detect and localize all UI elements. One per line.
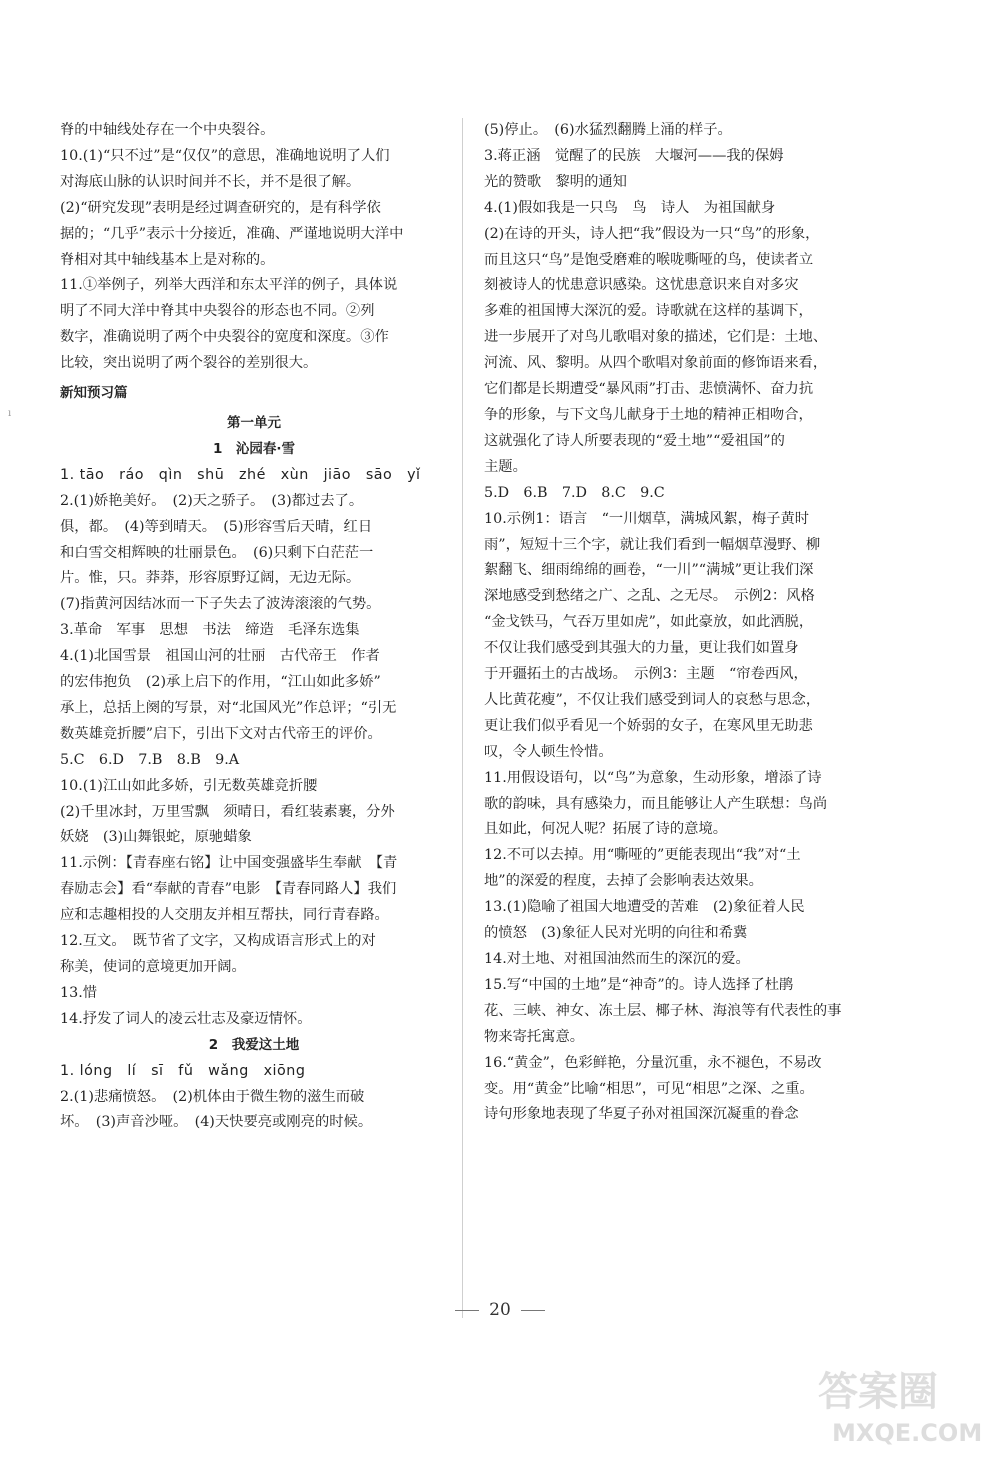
text-line: 16.“黄金”，色彩鲜艳，分量沉重，永不褪色，不易改 xyxy=(484,1054,822,1071)
text-line: 春励志会】看“奉献的青春”电影 【青春同路人】我们 xyxy=(60,881,397,898)
watermark-text: 答案圈 xyxy=(818,1369,938,1415)
lesson-2-title: 2 我爱这土地 xyxy=(208,1036,300,1053)
text-line: 12.互文。 既节省了文字，又构成语言形式上的对 xyxy=(60,933,376,950)
text-line: 歌的韵味，具有感染力，而且能够让人产生联想：鸟尚 xyxy=(484,795,828,812)
text-line: 且如此，何况人呢？拓展了诗的意境。 xyxy=(484,821,728,838)
text-line: 人比黄花瘦”，不仅让我们感受到词人的哀愁与思念， xyxy=(484,691,821,708)
text-line: 刻被诗人的忧患意识感染。这忧患意识来自对多灾 xyxy=(484,277,799,294)
text-line: 承上，总括上阕的写景，对“北国风光”作总评；“引无 xyxy=(60,699,397,716)
text-line: 雨”，短短十三个字，就让我们看到一幅烟草漫野、柳 xyxy=(484,536,821,553)
left-column xyxy=(60,118,448,1136)
text-line: 争的形象，与下文鸟儿献身于土地的精神正相吻合， xyxy=(484,406,813,423)
text-line: 这就强化了诗人所要表现的“爱土地”“爱祖国”的 xyxy=(484,432,785,449)
text-line: 的宏伟抱负 (2)承上启下的作用，“江山如此多娇” xyxy=(60,674,381,691)
text-line: 10.(1)江山如此多娇，引无数英雄竞折腰 xyxy=(60,777,318,794)
text-line: 主题。 xyxy=(484,458,527,475)
watermark-site: MXQE.COM xyxy=(832,1419,983,1447)
text-line: 地”的深爱的程度，去掉了会影响表达效果。 xyxy=(484,873,763,890)
unit-title: 第一单元 xyxy=(227,414,281,431)
text-line: 3.革命 军事 思想 书法 缔造 毛泽东选集 xyxy=(60,622,360,639)
text-line: 3.蒋正涵 觉醒了的民族 大堰河——我的保姆 xyxy=(484,147,784,164)
text-line: (7)指黄河因结冰而一下子失去了波涛滚滚的气势。 xyxy=(60,596,381,613)
text-line: (2)“研究发现”表明是经过调查研究的，是有科学依 xyxy=(60,199,381,216)
lesson-1-title: 1 沁园春·雪 xyxy=(212,440,296,457)
text-line: 11.示例：【青春座右铭】让中国变强盛毕生奉献 【青 xyxy=(60,855,398,872)
text-line: 10.(1)“只不过”是“仅仅”的意思，准确地说明了人们 xyxy=(60,147,390,164)
text-line: 13.(1)隐喻了祖国大地遭受的苦难 (2)象征着人民 xyxy=(484,899,805,916)
text-line: 更让我们似乎看见一个娇弱的女子，在寒风里无助悲 xyxy=(484,717,813,734)
text-line: 应和志趣相投的人交朋友并相互帮扶，同行青春路。 xyxy=(60,907,389,924)
text-line: 5.D 6.B 7.D 8.C 9.C xyxy=(484,484,665,501)
text-line: 坏。 (3)声音沙哑。 (4)天快要亮或刚亮的时候。 xyxy=(60,1114,373,1131)
scan-mark: ı xyxy=(8,408,12,419)
text-line: 明了不同大洋中脊其中央裂谷的形态也不同。②列 xyxy=(60,303,375,320)
page-number-text: 20 xyxy=(489,1300,511,1320)
page-number-dash-left xyxy=(455,1310,479,1311)
text-line: 俱，都。 (4)等到晴天。 (5)形容雪后天晴，红日 xyxy=(60,518,373,535)
pinyin-line: 1. tāo ráo qìn shū zhé xùn jiāo sāo yǐ xyxy=(60,466,421,483)
page-number xyxy=(0,1300,1000,1320)
text-line: 数字，准确说明了两个中央裂谷的宽度和深度。③作 xyxy=(60,329,389,346)
text-line: 脊相对其中轴线基本上是对称的。 xyxy=(60,251,275,268)
text-line: (5)停止。 (6)水猛烈翻腾上涌的样子。 xyxy=(484,122,732,138)
page-number-dash-right xyxy=(521,1310,545,1311)
lesson-1-answers xyxy=(60,463,448,1033)
text-line: 数英雄竞折腰”启下，引出下文对古代帝王的评价。 xyxy=(60,725,382,742)
right-column xyxy=(484,118,876,1128)
text-line: 4.(1)假如我是一只鸟 鸟 诗人 为祖国献身 xyxy=(484,199,776,216)
left-intro xyxy=(60,118,448,377)
text-line: 11.①举例子，列举大西洋和东太平洋的例子，具体说 xyxy=(60,277,398,294)
text-line: 12.不可以去掉。用“嘶哑的”更能表现出“我”对“土 xyxy=(484,847,801,864)
text-line: 深地感受到愁绪之广、之乱、之无尽。 示例2：风格 xyxy=(484,588,815,605)
text-line: 它们都是长期遭受“暴风雨”打击、悲愤满怀、奋力抗 xyxy=(484,381,814,398)
text-line: 13.惜 xyxy=(60,984,98,1001)
text-line: 14.对土地、对祖国油然而生的深沉的爱。 xyxy=(484,951,750,967)
text-line: 于开疆拓土的古战场。 示例3：主题 “帘卷西风， xyxy=(484,666,808,683)
text-line: 进一步展开了对鸟儿歌唱对象的描述，它们是：土地、 xyxy=(484,329,828,346)
lesson-2-answers xyxy=(60,1059,448,1137)
pinyin-line: 1. lóng lí sī fǔ wǎng xiōng xyxy=(60,1062,306,1079)
text-line: “金戈铁马，气吞万里如虎”，如此豪放，如此洒脱， xyxy=(484,614,814,631)
text-line: 多难的祖国博大深沉的爱。诗歌就在这样的基调下， xyxy=(484,303,813,320)
text-line: 河流、风、黎明。从四个歌唱对象前面的修饰语来看， xyxy=(484,355,828,372)
text-line: 据的；“几乎”表示十分接近，准确、严谨地说明大洋中 xyxy=(60,225,404,242)
text-line: 叹，令人顿生怜惜。 xyxy=(484,743,613,760)
text-line: (2)千里冰封，万里雪飘 须晴日，看红装素裹，分外 xyxy=(60,803,395,820)
text-line: 称美，使词的意境更加开阔。 xyxy=(60,959,246,975)
text-line: 对海底山脉的认识时间并不长，并不是很了解。 xyxy=(60,173,361,190)
text-line: 妖娆 (3)山舞银蛇，原驰蜡象 xyxy=(60,829,252,846)
text-line: (2)在诗的开头，诗人把“我”假设为一只“鸟”的形象， xyxy=(484,225,820,242)
text-line: 花、三峡、神女、冻土层、椰子林、海浪等有代表性的事 xyxy=(484,1002,842,1019)
text-line: 不仅让我们感受到其强大的力量，更让我们如置身 xyxy=(484,640,799,657)
text-line: 和白雪交相辉映的壮丽景色。 (6)只剩下白茫茫一 xyxy=(60,544,374,561)
text-line: 5.C 6.D 7.B 8.B 9.A xyxy=(60,751,240,768)
text-line: 14.抒发了词人的凌云壮志及豪迈情怀。 xyxy=(60,1010,312,1027)
text-line: 比较，突出说明了两个裂谷的差别很大。 xyxy=(60,355,318,372)
column-divider xyxy=(462,118,463,1318)
text-line: 2.(1)悲痛愤怒。 (2)机体由于微生物的滋生而破 xyxy=(60,1088,365,1105)
section-title: 新知预习篇 xyxy=(60,385,128,402)
text-line: 11.用假设语句，以“鸟”为意象，生动形象，增添了诗 xyxy=(484,769,822,786)
text-line: 2.(1)娇艳美好。 (2)天之骄子。 (3)都过去了。 xyxy=(60,492,364,509)
text-line: 4.(1)北国雪景 祖国山河的壮丽 古代帝王 作者 xyxy=(60,648,380,665)
text-line: 而且这只“鸟”是饱受磨难的喉咙嘶哑的鸟，使读者立 xyxy=(484,251,814,268)
text-line: 物来寄托寓意。 xyxy=(484,1028,585,1045)
text-line: 的愤怒 (3)象征人民对光明的向往和希冀 xyxy=(484,925,748,942)
text-line: 光的赞歌 黎明的通知 xyxy=(484,173,627,190)
text-line: 变。用“黄金”比喻“相思”，可见“相思”之深、之重。 xyxy=(484,1080,814,1097)
text-line: 诗句形象地表现了华夏子孙对祖国深沉凝重的眷念 xyxy=(484,1106,799,1123)
watermark-logo xyxy=(814,1361,983,1449)
text-line: 15.写“中国的土地”是“神奇”的。诗人选择了杜鹃 xyxy=(484,976,794,993)
text-line: 片。惟，只。莽莽，形容原野辽阔，无边无际。 xyxy=(60,570,361,587)
text-line: 10.示例1：语言 “一川烟草，满城风絮，梅子黄时 xyxy=(484,510,810,527)
text-line: 絮翻飞、细雨绵绵的画卷，“一川”“满城”更让我们深 xyxy=(484,562,814,579)
text-line: 脊的中轴线处存在一个中央裂谷。 xyxy=(60,122,275,138)
